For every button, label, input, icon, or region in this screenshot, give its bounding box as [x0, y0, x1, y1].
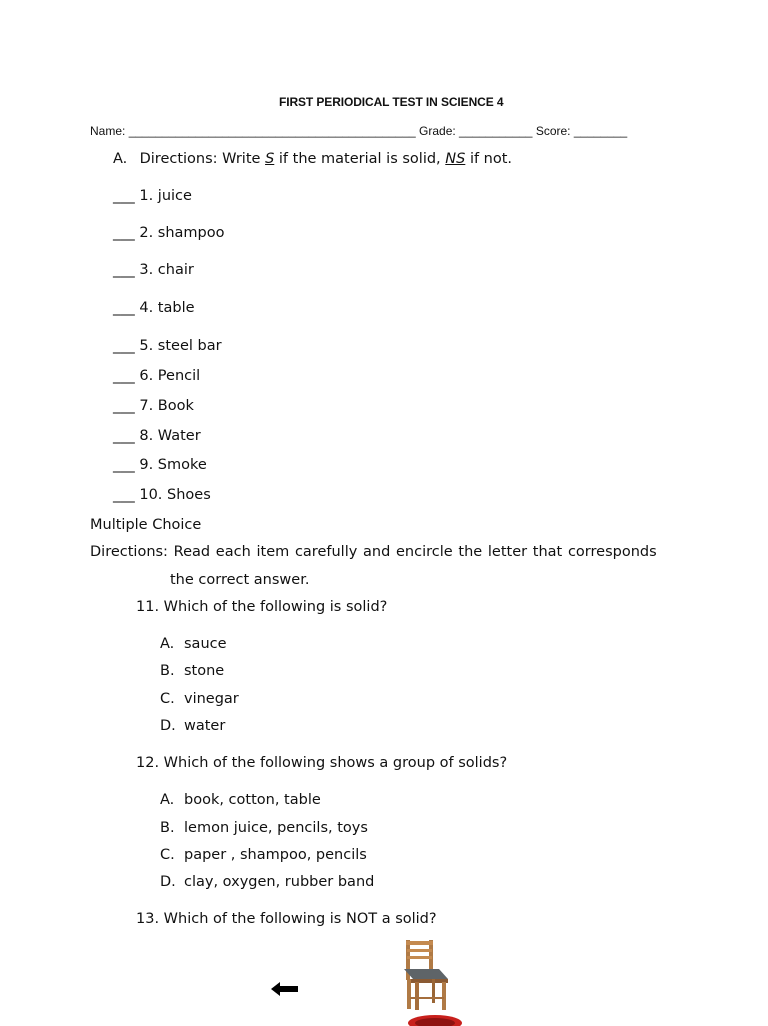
- item-text: 8. Water: [139, 428, 201, 444]
- list-item: [113, 457, 207, 473]
- choice-text: vinegar: [184, 691, 239, 707]
- list-item: [113, 225, 225, 241]
- item-text: 1. juice: [139, 188, 192, 204]
- answer-blank[interactable]: ___: [113, 398, 135, 414]
- part-a-marker: A.: [113, 151, 128, 167]
- item-text: 5. steel bar: [139, 338, 222, 354]
- choice-item[interactable]: [160, 636, 227, 652]
- score-label: Score:: [535, 124, 571, 138]
- choice-item[interactable]: [160, 691, 239, 707]
- choice-text: lemon juice, pencils, toys: [184, 820, 368, 836]
- answer-blank[interactable]: ___: [113, 428, 135, 444]
- list-item: [113, 338, 222, 354]
- choice-item[interactable]: [160, 874, 374, 890]
- mc-directions-line1: Directions: Read each item carefully and encircle the letter that corresponds: [90, 544, 657, 560]
- answer-blank[interactable]: ___: [113, 368, 135, 384]
- choice-letter: B.: [160, 663, 175, 679]
- list-item: [113, 300, 195, 316]
- question-13: 13. Which of the following is NOT a solid?: [136, 911, 437, 927]
- item-text: 7. Book: [139, 398, 194, 414]
- list-item: [113, 368, 200, 384]
- not-solid-code: NS: [445, 151, 466, 167]
- question-11: 11. Which of the following is solid?: [136, 599, 388, 615]
- choice-item[interactable]: [160, 847, 367, 863]
- choice-text: sauce: [184, 636, 227, 652]
- choice-letter: C.: [160, 691, 175, 707]
- list-item: [113, 262, 194, 278]
- question-12: 12. Which of the following shows a group of solids?: [136, 755, 508, 771]
- left-arrow-icon: [271, 982, 299, 996]
- mc-directions-line2: the correct answer.: [170, 572, 310, 588]
- answer-blank[interactable]: ___: [113, 457, 135, 473]
- list-item: [113, 487, 211, 503]
- choice-text: stone: [184, 663, 225, 679]
- choice-text: book, cotton, table: [184, 792, 321, 808]
- item-text: 9. Smoke: [139, 457, 207, 473]
- item-text: 3. chair: [139, 262, 194, 278]
- choice-letter: B.: [160, 820, 175, 836]
- choice-text: paper , shampoo, pencils: [184, 847, 367, 863]
- part-a-directions: [113, 151, 512, 167]
- answer-blank[interactable]: ___: [113, 338, 135, 354]
- section-heading: Multiple Choice: [90, 517, 202, 533]
- name-field[interactable]: ___________________________________________: [128, 124, 416, 138]
- chair-image: [401, 939, 451, 1011]
- item-text: 10. Shoes: [139, 487, 211, 503]
- choice-letter: C.: [160, 847, 175, 863]
- grade-label: Grade:: [419, 124, 456, 138]
- item-text: 2. shampoo: [139, 225, 225, 241]
- score-field[interactable]: ________: [573, 124, 628, 138]
- choice-letter: A.: [160, 636, 175, 652]
- item-text: 6. Pencil: [139, 368, 201, 384]
- red-bowl-image: [407, 1014, 463, 1026]
- choice-item[interactable]: [160, 792, 321, 808]
- solid-code: S: [265, 151, 275, 167]
- directions-prefix: Directions: Write: [139, 151, 261, 167]
- grade-field[interactable]: ___________: [459, 124, 533, 138]
- list-item: [113, 188, 192, 204]
- choice-item[interactable]: [160, 663, 224, 679]
- directions-suffix: if not.: [469, 151, 513, 167]
- choice-text: clay, oxygen, rubber band: [184, 874, 375, 890]
- choice-letter: D.: [160, 874, 176, 890]
- list-item: [113, 398, 194, 414]
- answer-blank[interactable]: ___: [113, 487, 135, 503]
- answer-blank[interactable]: ___: [113, 225, 135, 241]
- choice-text: water: [184, 718, 226, 734]
- item-text: 4. table: [139, 300, 195, 316]
- choice-item[interactable]: [160, 820, 368, 836]
- choice-letter: D.: [160, 718, 176, 734]
- student-info-line: [90, 124, 627, 138]
- directions-mid: if the material is solid,: [278, 151, 441, 167]
- name-label: Name:: [90, 124, 126, 138]
- answer-blank[interactable]: ___: [113, 300, 135, 316]
- list-item: [113, 428, 201, 444]
- choice-letter: A.: [160, 792, 175, 808]
- answer-blank[interactable]: ___: [113, 188, 135, 204]
- answer-blank[interactable]: ___: [113, 262, 135, 278]
- choice-item[interactable]: [160, 718, 225, 734]
- page-title: FIRST PERIODICAL TEST IN SCIENCE 4: [279, 95, 504, 109]
